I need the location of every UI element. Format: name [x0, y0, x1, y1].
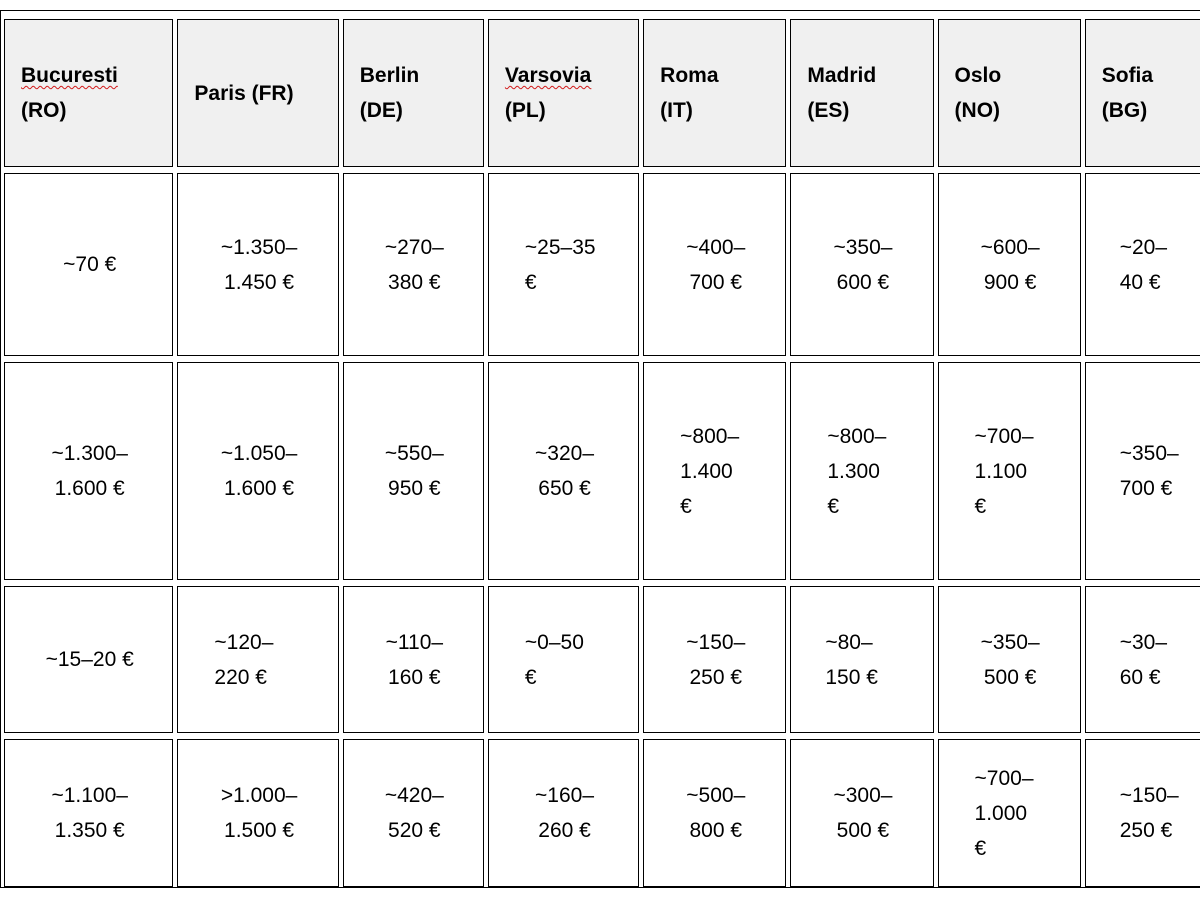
cell-line: ~110– [385, 630, 444, 654]
header-cell-berlin [343, 19, 484, 167]
cell-line: 900 € [983, 270, 1037, 294]
table-cell [938, 362, 1081, 580]
cell-line: ~1.300– [51, 442, 128, 465]
cell-line: € [680, 494, 692, 518]
table-cell [790, 362, 933, 580]
cell-line: ~80– [825, 630, 873, 654]
header-city: Madrid [807, 64, 877, 87]
table-cell [488, 739, 639, 887]
cell-line: 1.350 € [54, 819, 125, 842]
cell-line: >1.000– [220, 784, 298, 807]
table-cell [343, 173, 484, 356]
table-cell [643, 586, 786, 733]
cell-line: 160 € [388, 665, 441, 689]
table-cell [643, 739, 786, 887]
header-cell-varsovia [488, 19, 639, 167]
cell-line: ~120– [214, 630, 274, 654]
table-cell [1085, 586, 1200, 733]
header-cell-bucuresti [4, 19, 173, 167]
cell-line: 950 € [388, 477, 441, 500]
cell-line: 1.450 € [224, 270, 295, 294]
header-city: Oslo [954, 64, 1002, 87]
cell-line: € [827, 494, 840, 518]
table-cell [177, 586, 338, 733]
header-city: Varsovia [504, 64, 592, 87]
cell-line: 500 € [836, 819, 890, 842]
cell-line: ~70 € [63, 253, 117, 276]
header-country: (BG) [1101, 99, 1148, 122]
table-cell [1085, 362, 1200, 580]
cell-line: ~350– [833, 235, 893, 259]
cell-line: 600 € [836, 270, 890, 294]
cell-line: ~15–20 € [45, 648, 134, 671]
table-cell [938, 586, 1081, 733]
table-cell [488, 362, 639, 580]
header-city: Roma [660, 64, 719, 87]
header-country: (PL) [504, 99, 546, 122]
table-cell [177, 739, 338, 887]
cell-line: 650 € [538, 477, 591, 500]
cell-line: ~550– [384, 442, 444, 465]
table-cell [488, 586, 639, 733]
table-cell [1085, 173, 1200, 356]
cell-line: 520 € [388, 819, 441, 842]
cell-line: ~25–35 [524, 235, 596, 259]
cell-line: € [974, 836, 987, 860]
cell-line: ~300– [833, 784, 893, 807]
cell-line: 250 € [689, 665, 743, 689]
cell-line: 700 € [689, 270, 743, 294]
cell-line: ~800– [680, 424, 740, 448]
table-cell [790, 173, 933, 356]
table-cell [177, 362, 338, 580]
cell-line: ~150– [1119, 784, 1179, 807]
cell-line: ~600– [980, 235, 1040, 259]
header-cell-paris [177, 19, 338, 167]
header-city: Berlin [359, 64, 420, 87]
cell-line: € [524, 665, 537, 689]
cell-line: ~320– [535, 442, 595, 465]
cell-line: ~350– [980, 630, 1040, 654]
table-cell [4, 362, 173, 580]
cell-line: 1.000 [974, 801, 1028, 825]
price-table [0, 13, 1200, 893]
cell-line: € [524, 270, 537, 294]
cell-line: 800 € [689, 819, 743, 842]
cell-line: ~800– [827, 424, 887, 448]
table-cell [938, 739, 1081, 887]
header-country: (RO) [21, 99, 67, 122]
cell-line: ~0–50 [524, 630, 584, 654]
table-cell [938, 173, 1081, 356]
header-city: Paris (FR) [194, 81, 294, 105]
cell-line: ~270– [384, 235, 444, 259]
cell-line: 1.600 € [224, 477, 295, 500]
cell-line: 40 € [1119, 270, 1161, 294]
header-cell-oslo [938, 19, 1081, 167]
cell-line: ~1.050– [220, 442, 298, 465]
table-cell [4, 739, 173, 887]
table-row [4, 173, 1200, 356]
table-cell [643, 173, 786, 356]
cell-line: 250 € [1119, 819, 1173, 842]
header-country: (IT) [660, 99, 693, 122]
header-city: Sofia [1101, 64, 1154, 87]
table-cell [643, 362, 786, 580]
cell-line: 1.400 [680, 459, 733, 483]
table-cell [790, 739, 933, 887]
header-cell-madrid [790, 19, 933, 167]
table-cell [343, 362, 484, 580]
header-cell-roma [643, 19, 786, 167]
cell-line: 1.300 [827, 459, 880, 483]
cell-line: ~1.350– [220, 235, 298, 259]
cell-line: 500 € [983, 665, 1037, 689]
table-cell [1085, 739, 1200, 887]
table-cell [488, 173, 639, 356]
cell-line: ~160– [535, 784, 595, 807]
table-cell [4, 173, 173, 356]
table-row [4, 586, 1200, 733]
cell-line: ~20– [1119, 235, 1168, 259]
cell-line: ~700– [974, 766, 1034, 790]
cell-line: 60 € [1119, 665, 1161, 689]
table-cell [4, 586, 173, 733]
cell-line: 1.500 € [224, 819, 295, 842]
cell-line: 1.100 [974, 459, 1028, 483]
cell-line: ~350– [1119, 442, 1179, 465]
cell-line: ~150– [686, 630, 746, 654]
header-city: Bucuresti [21, 64, 118, 87]
cell-line: ~420– [384, 784, 444, 807]
cell-line: 380 € [388, 270, 441, 294]
cell-line: ~30– [1119, 630, 1168, 654]
table-cell [343, 739, 484, 887]
header-country: (NO) [954, 99, 1001, 122]
cell-line: ~400– [686, 235, 746, 259]
header-country: (ES) [807, 99, 850, 122]
table-row [4, 739, 1200, 887]
cell-line: ~1.100– [51, 784, 128, 807]
cell-line: ~700– [974, 424, 1034, 448]
table-row [4, 362, 1200, 580]
cell-line: € [974, 494, 987, 518]
cell-line: 220 € [214, 665, 267, 689]
header-cell-sofia [1085, 19, 1200, 167]
cell-line: 1.600 € [54, 477, 125, 500]
table-cell [343, 586, 484, 733]
cell-line: 700 € [1119, 477, 1173, 500]
cell-line: 150 € [825, 665, 878, 689]
cell-line: ~500– [686, 784, 746, 807]
header-row [4, 19, 1200, 167]
header-country: (DE) [359, 99, 403, 122]
cell-line: 260 € [538, 819, 591, 842]
table-cell [177, 173, 338, 356]
table-cell [790, 586, 933, 733]
